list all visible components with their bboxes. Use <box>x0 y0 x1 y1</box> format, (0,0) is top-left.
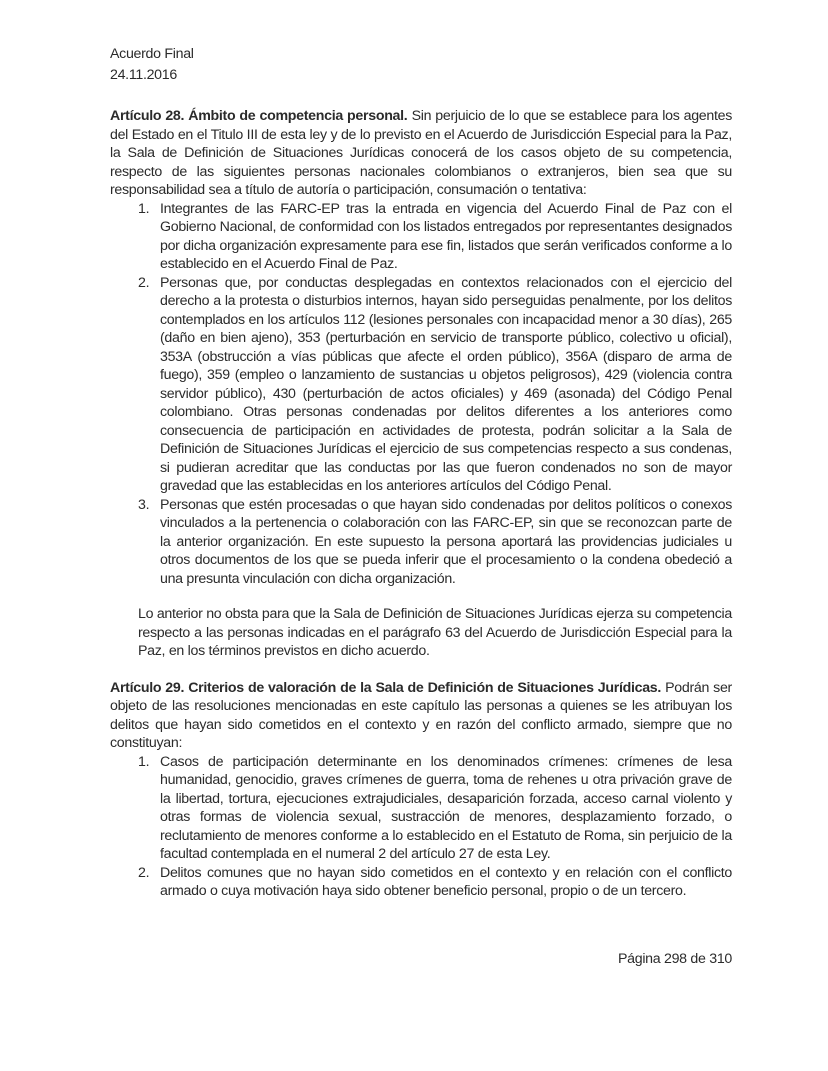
article-29-list <box>110 753 732 901</box>
document-header <box>110 44 732 86</box>
article-28-heading: Artículo 28. Ámbito de competencia personal. <box>110 108 408 124</box>
list-item-text: Integrantes de las FARC-EP tras la entrada en vigencia del Acuerdo Final de Paz con el Gobierno Nacional, de conformidad con los listados entregados por representantes designados por dicha organización expresamente para ese fin, listados que serán verificados conforme a lo establecido en el Acuerdo Final de Paz. <box>160 200 732 272</box>
list-item-number: 2. <box>138 274 150 291</box>
document-footer <box>110 950 732 969</box>
article-28-item-2 <box>138 274 732 496</box>
list-item-text: Casos de participación determinante en los denominados crímenes: crímenes de lesa humanidad, genocidio, graves crímenes de guerra, toma de rehenes u otra privación grave de la libertad, tortura, ejecuciones extrajudiciales, desaparición forzada, acceso carnal violento y otras formas de violencia sexual, sustracción de menores, desplazamiento forzado, o reclutamiento de menores conforme a lo establecido en el Estatuto de Roma, sin perjuicio de la facultad contemplada en el numeral 2 del artículo 27 de esta Ley. <box>160 753 732 862</box>
list-item-text: Delitos comunes que no hayan sido cometidos en el contexto y en relación con el conflicto armado o cuya motivación haya sido obtener beneficio personal, propio o de un tercero. <box>160 864 732 899</box>
list-item-text: Personas que, por conductas desplegadas en contextos relacionados con el ejercicio del derecho a la protesta o disturbios internos, hayan sido perseguidas penalmente, por los delitos contemplados en los artículos 112 (lesiones personales con incapacidad menor a 30 días), 265 (daño en bien ajeno), 353 (perturbación en servicio de transporte público, colectivo u oficial), 353A (obstrucción a vías públicas que afecte el orden público), 356A (disparo de arma de fuego), 359 (empleo o lanzamiento de sustancias u objetos peligrosos), 429 (violencia contra servidor público), 430 (perturbación de actos oficiales) y 469 (asonada) del Código Penal colombiano. Otras personas condenadas por delitos diferentes a los anteriores como consecuencia de participación en actividades de protesta, podrán solicitar a la Sala de Definición de Situaciones Jurídicas el ejercicio de sus competencias respecto a sus condenas, si pudieran acreditar que las conductas por las que fueron condenados no son de mayor gravedad que las establecidas en los anteriores artículos del Código Penal. <box>160 274 732 494</box>
header-date: 24.11.2016 <box>110 67 177 83</box>
article-28-list <box>110 200 732 589</box>
header-title: Acuerdo Final <box>110 46 194 62</box>
list-item-number: 1. <box>138 753 150 770</box>
page-number: Página 298 de 310 <box>617 951 732 967</box>
article-28-paragraph <box>110 107 732 200</box>
article-28-item-1 <box>138 200 732 274</box>
article-29-item-1 <box>138 753 732 864</box>
article-28-closing-paragraph: Lo anterior no obsta para que la Sala de Definición de Situaciones Jurídicas ejerza su competencia respecto a las personas indicadas en el parágrafo 63 del Acuerdo de Jurisdicción Especial para la Paz, en los términos previstos en dicho acuerdo. <box>138 606 732 659</box>
list-item-number: 1. <box>138 200 150 217</box>
list-item-number: 3. <box>138 496 150 513</box>
list-item-text: Personas que estén procesadas o que hayan sido condenadas por delitos políticos o conexos vinculados a la pertenencia o colaboración con las FARC-EP, sin que se reconozcan parte de la anterior organización. En este supuesto la persona aportará las providencias judiciales u otros documentos de los que se pueda inferir que el procesamiento o la condena obedeció a una presunta vinculación con dicha organización. <box>160 496 732 587</box>
article-29-item-2 <box>138 864 732 901</box>
article-28-intro-text: Sin perjuicio de lo que se establece para los agentes del Estado en el Titulo III de esta ley y de lo previsto en el Acuerdo de Jurisdicción Especial para la Paz, la Sala de Definición de Situaciones Jurídicas conocerá de los casos objeto de su competencia, respecto de las siguientes personas nacionales colombianos o extranjeros, bien sea que su responsabilidad sea a título de autoría o participación, consumación o tentativa: <box>110 108 732 198</box>
article-29-paragraph <box>110 679 732 753</box>
article-29-intro-text: Podrán ser objeto de las resoluciones mencionadas en este capítulo las personas a quienes se les atribuyan los delitos que hayan sido cometidos en el contexto y en razón del conflicto armado, siempre que no constituyan: <box>110 679 732 751</box>
article-28-item-3 <box>138 496 732 589</box>
article-29-heading: Artículo 29. Criterios de valoración de la Sala de Definición de Situaciones Jurídicas. <box>110 679 662 696</box>
list-item-number: 2. <box>138 864 150 881</box>
